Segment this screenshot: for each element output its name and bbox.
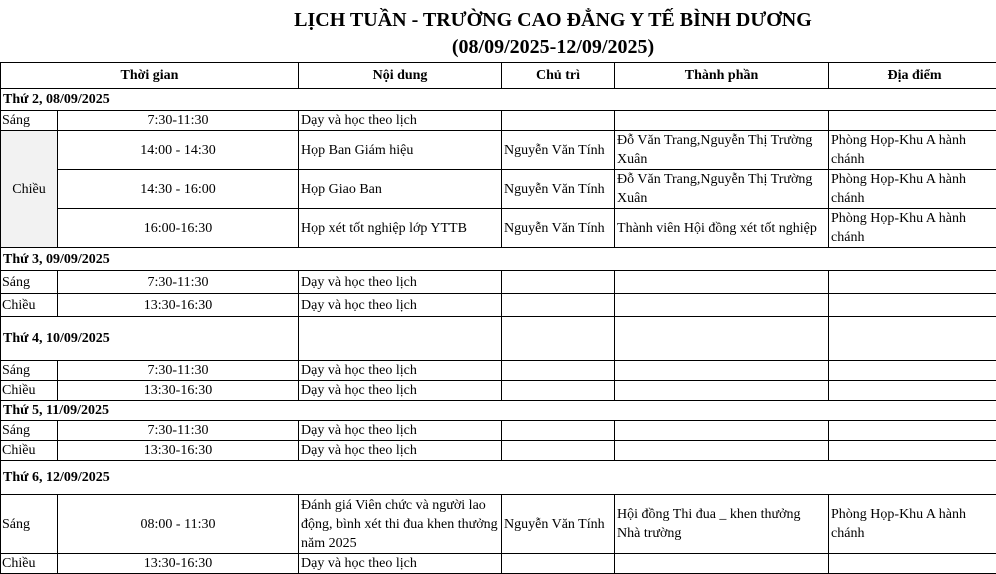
content-cell: Dạy và học theo lịch	[299, 554, 502, 574]
empty-cell	[615, 317, 829, 361]
participants-cell	[615, 381, 829, 401]
location-cell	[829, 554, 996, 574]
content-cell: Dạy và học theo lịch	[299, 271, 502, 294]
table-row	[1, 554, 996, 574]
day-label: Thứ 3, 09/09/2025	[1, 248, 996, 271]
location-cell	[829, 421, 996, 441]
location-cell	[829, 361, 996, 381]
location-cell	[829, 271, 996, 294]
location-cell: Phòng Họp-Khu A hành chánh	[829, 131, 996, 170]
content-cell: Dạy và học theo lịch	[299, 421, 502, 441]
participants-cell: Đỗ Văn Trang,Nguyễn Thị Trường Xuân	[615, 131, 829, 170]
participants-cell	[615, 441, 829, 461]
time-cell: 7:30-11:30	[58, 271, 299, 294]
day-label: Thứ 2, 08/09/2025	[1, 89, 996, 111]
time-cell: 7:30-11:30	[58, 361, 299, 381]
table-row	[1, 381, 996, 401]
chair-cell: Nguyễn Văn Tính	[502, 170, 615, 209]
content-cell: Họp Ban Giám hiệu	[299, 131, 502, 170]
location-cell	[829, 111, 996, 131]
chair-cell: Nguyễn Văn Tính	[502, 495, 615, 554]
participants-cell: Hội đồng Thi đua _ khen thưởng Nhà trường	[615, 495, 829, 554]
chair-cell	[502, 111, 615, 131]
participants-cell: Thành viên Hội đồng xét tốt nghiệp	[615, 209, 829, 248]
participants-cell	[615, 271, 829, 294]
time-cell: 16:00-16:30	[58, 209, 299, 248]
content-cell: Đánh giá Viên chức và người lao động, bình xét thi đua khen thưởng năm 2025	[299, 495, 502, 554]
session-cell: Sáng	[1, 361, 58, 381]
chair-cell: Nguyễn Văn Tính	[502, 131, 615, 170]
time-cell: 08:00 - 11:30	[58, 495, 299, 554]
column-header-chair: Chủ trì	[502, 63, 615, 89]
empty-cell	[502, 317, 615, 361]
content-cell: Dạy và học theo lịch	[299, 361, 502, 381]
time-cell: 7:30-11:30	[58, 421, 299, 441]
chair-cell	[502, 441, 615, 461]
session-cell: Chiều	[1, 131, 58, 248]
empty-cell	[829, 317, 996, 361]
day-row	[1, 401, 996, 421]
participants-cell	[615, 294, 829, 317]
table-row	[1, 209, 996, 248]
table-row	[1, 361, 996, 381]
table-row	[1, 170, 996, 209]
chair-cell	[502, 421, 615, 441]
session-cell: Chiều	[1, 294, 58, 317]
page-title: LỊCH TUẦN - TRƯỜNG CAO ĐẲNG Y TẾ BÌNH DƯƠNG	[0, 8, 996, 32]
day-label: Thứ 4, 10/09/2025	[1, 317, 299, 361]
day-row	[1, 461, 996, 495]
content-cell: Dạy và học theo lịch	[299, 294, 502, 317]
table-row	[1, 294, 996, 317]
chair-cell	[502, 381, 615, 401]
session-cell: Sáng	[1, 111, 58, 131]
time-cell: 7:30-11:30	[58, 111, 299, 131]
session-cell: Sáng	[1, 421, 58, 441]
participants-cell: Đỗ Văn Trang,Nguyễn Thị Trường Xuân	[615, 170, 829, 209]
day-row	[1, 89, 996, 111]
schedule-table	[0, 62, 996, 574]
location-cell: Phòng Họp-Khu A hành chánh	[829, 495, 996, 554]
empty-cell	[299, 317, 502, 361]
location-cell: Phòng Họp-Khu A hành chánh	[829, 209, 996, 248]
day-label: Thứ 6, 12/09/2025	[1, 461, 996, 495]
table-row	[1, 271, 996, 294]
chair-cell	[502, 271, 615, 294]
column-header-time: Thời gian	[1, 63, 299, 89]
session-cell: Chiều	[1, 441, 58, 461]
day-label: Thứ 5, 11/09/2025	[1, 401, 996, 421]
participants-cell	[615, 111, 829, 131]
time-cell: 13:30-16:30	[58, 554, 299, 574]
table-row	[1, 131, 996, 170]
content-cell: Họp Giao Ban	[299, 170, 502, 209]
chair-cell	[502, 361, 615, 381]
column-header-participants: Thành phần	[615, 63, 829, 89]
participants-cell	[615, 421, 829, 441]
session-cell: Chiều	[1, 554, 58, 574]
time-cell: 13:30-16:30	[58, 381, 299, 401]
content-cell: Dạy và học theo lịch	[299, 381, 502, 401]
time-cell: 14:00 - 14:30	[58, 131, 299, 170]
content-cell: Dạy và học theo lịch	[299, 441, 502, 461]
content-cell: Dạy và học theo lịch	[299, 111, 502, 131]
location-cell: Phòng Họp-Khu A hành chánh	[829, 170, 996, 209]
location-cell	[829, 294, 996, 317]
time-cell: 13:30-16:30	[58, 294, 299, 317]
chair-cell	[502, 554, 615, 574]
participants-cell	[615, 361, 829, 381]
chair-cell	[502, 294, 615, 317]
session-cell: Sáng	[1, 495, 58, 554]
day-row	[1, 248, 996, 271]
table-row	[1, 111, 996, 131]
participants-cell	[615, 554, 829, 574]
location-cell	[829, 441, 996, 461]
column-header-location: Địa điểm	[829, 63, 996, 89]
page-subtitle: (08/09/2025-12/09/2025)	[0, 35, 996, 59]
table-row	[1, 495, 996, 554]
column-header-content: Nội dung	[299, 63, 502, 89]
day-row	[1, 317, 996, 361]
content-cell: Họp xét tốt nghiệp lớp YTTB	[299, 209, 502, 248]
session-cell: Sáng	[1, 271, 58, 294]
table-header-row	[1, 63, 996, 89]
table-row	[1, 421, 996, 441]
session-cell: Chiều	[1, 381, 58, 401]
time-cell: 14:30 - 16:00	[58, 170, 299, 209]
time-cell: 13:30-16:30	[58, 441, 299, 461]
table-row	[1, 441, 996, 461]
chair-cell: Nguyễn Văn Tính	[502, 209, 615, 248]
location-cell	[829, 381, 996, 401]
